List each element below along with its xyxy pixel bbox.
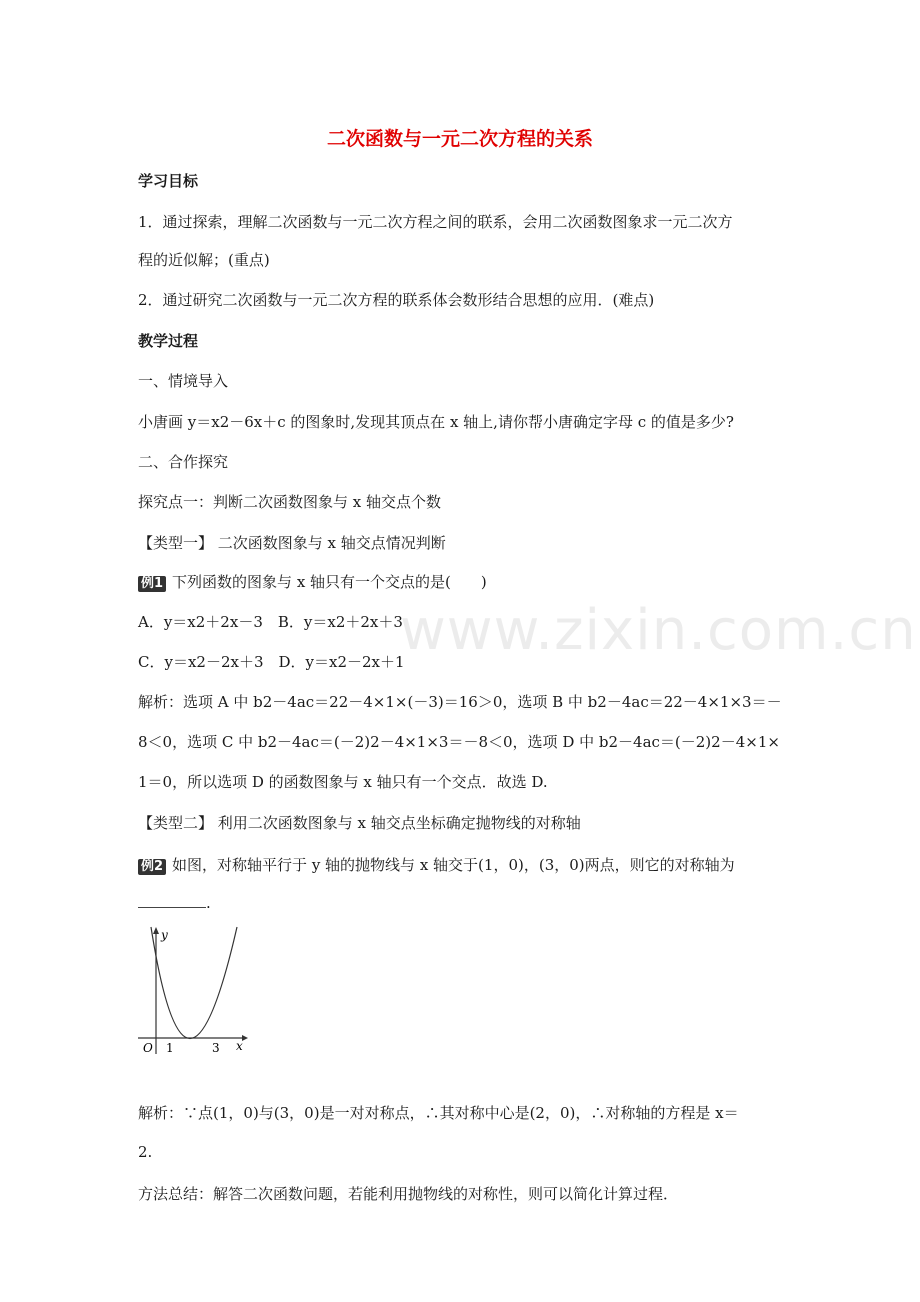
example-2-text: 如图，对称轴平行于 y 轴的抛物线与 x 轴交于(1，0)，(3，0)两点，则它的对称轴为 <box>172 856 735 874</box>
section-heading-process: 教学过程 <box>138 332 199 350</box>
goal-1-line-1: 1．通过探索，理解二次函数与一元二次方程之间的联系，会用二次函数图象求一元二次方 <box>138 213 733 231</box>
example-2-badge: 例2 <box>138 859 166 875</box>
section-heading-goals: 学习目标 <box>138 172 199 190</box>
parabola-curve <box>151 927 237 1039</box>
type-2-heading: 【类型二】 利用二次函数图象与 x 轴交点坐标确定抛物线的对称轴 <box>138 814 581 832</box>
x-axis-arrow <box>242 1035 248 1041</box>
tick-label-3: 3 <box>212 1041 220 1055</box>
example-2-question <box>138 855 735 875</box>
example-1-options-ab: A．y＝x2＋2x－3 B．y＝x2＋2x＋3 <box>138 613 403 631</box>
answer-blank <box>138 895 206 908</box>
y-axis-label: y <box>161 928 168 942</box>
watermark: www.zixin.com.cn <box>400 598 917 663</box>
goal-1-line-2: 程的近似解；(重点) <box>138 251 270 269</box>
part-1-heading: 一、情境导入 <box>138 372 229 390</box>
x-axis-label: x <box>236 1039 243 1053</box>
example-1-text: 下列函数的图象与 x 轴只有一个交点的是( ) <box>172 573 487 591</box>
answer-period: . <box>206 894 211 912</box>
example-1-badge: 例1 <box>138 576 166 592</box>
goal-2: 2．通过研究二次函数与一元二次方程的联系体会数形结合思想的应用．(难点) <box>138 291 655 309</box>
part-2-heading: 二、合作探究 <box>138 453 229 471</box>
intro-text: 小唐画 y＝x2－6x＋c 的图象时,发现其顶点在 x 轴上,请你帮小唐确定字母 c 的值是多少? <box>138 413 734 431</box>
example-1-solution-line-1: 解析：选项 A 中 b2－4ac＝22－4×1×(－3)＝16＞0，选项 B 中 b2－4ac＝22－4×1×3＝－ <box>138 693 782 711</box>
example-2-solution-line-2: 2. <box>138 1143 153 1161</box>
parabola-graph <box>136 926 251 1056</box>
example-1-options-cd: C．y＝x2－2x＋3 D．y＝x2－2x＋1 <box>138 653 405 671</box>
page-title: 二次函数与一元二次方程的关系 <box>326 128 593 150</box>
tick-label-1: 1 <box>166 1041 174 1055</box>
example-1-solution-line-3: 1＝0，所以选项 D 的函数图象与 x 轴只有一个交点．故选 D. <box>138 773 548 791</box>
example-2-solution-line-1: 解析：∵点(1，0)与(3，0)是一对对称点，∴其对称中心是(2，0)，∴对称轴的方程是 x＝ <box>138 1104 739 1122</box>
example-1-question <box>138 572 487 592</box>
exploration-point-1: 探究点一：判断二次函数图象与 x 轴交点个数 <box>138 493 441 511</box>
method-summary: 方法总结：解答二次函数问题，若能利用抛物线的对称性，则可以简化计算过程． <box>138 1185 679 1203</box>
example-2-answer-blank <box>138 893 211 913</box>
origin-label: O <box>143 1041 153 1055</box>
type-1-heading: 【类型一】 二次函数图象与 x 轴交点情况判断 <box>138 534 446 552</box>
y-axis-arrow <box>153 927 159 934</box>
example-1-solution-line-2: 8＜0，选项 C 中 b2－4ac＝(－2)2－4×1×3＝－8＜0，选项 D 中 b2－4ac＝(－2)2－4×1× <box>138 733 780 751</box>
